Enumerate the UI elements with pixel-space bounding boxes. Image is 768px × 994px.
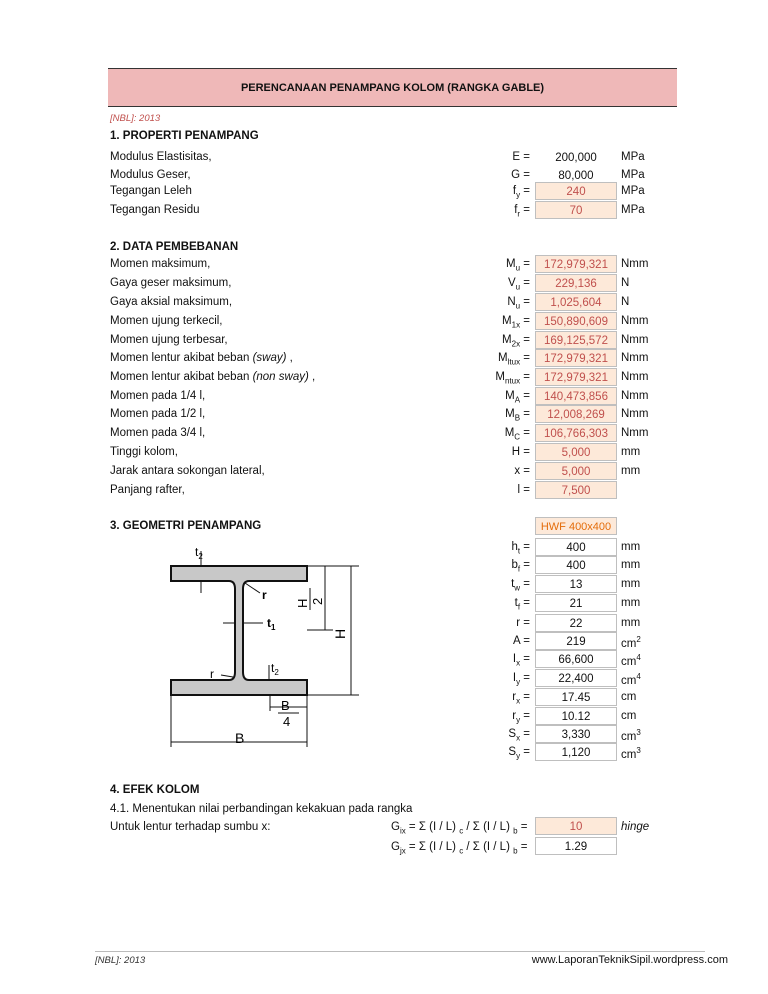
svg-text:H: H [332,628,348,639]
row-unit: mm [621,617,641,629]
row-label: Modulus Elastisitas, [110,151,212,163]
row-unit: $cm^3$ [621,728,641,743]
input-cell[interactable]: 70 [535,201,617,219]
row-unit: $cm^4$ [621,672,641,687]
formula-gjx: $G_{jx} = \Sigma$ (I / L) $_c$ / Σ (I / L) $_b$ = [391,841,528,856]
row-unit: Nmm [621,258,649,270]
row-unit: MPa [621,185,645,197]
row-unit: Nmm [621,315,649,327]
row-symbol: $M_{ltux}$ = [498,352,530,367]
dim-label-h-half [295,588,325,610]
row-symbol: $M_{2x}$ = [502,334,530,349]
row-symbol: $h_t$ = [511,541,530,556]
row-unit: Nmm [621,408,649,420]
section-heading-4: 4. EFEK KOLOM [110,784,200,796]
input-cell[interactable]: 106,766,303 [535,424,617,442]
input-cell[interactable]: 172,979,321 [535,255,617,273]
reference-tag: [NBL]: 2013 [110,113,161,124]
input-cell[interactable]: 172,979,321 [535,368,617,386]
row-symbol: $I_x$ = [512,653,530,668]
footer-divider [95,951,705,952]
input-cell[interactable]: 10 [535,817,617,835]
dim-line [245,583,260,593]
row-label: Momen pada 1/4 l, [110,390,206,402]
row-symbol: $f_y$ = [512,185,530,200]
output-cell: 13 [535,575,617,593]
row-label: Momen pada 1/2 l, [110,408,206,420]
row-label: Panjang rafter, [110,484,185,496]
row-label: Gaya geser maksimum, [110,277,232,289]
dim-label-t2-top: $t_2$ [195,545,203,561]
i-beam-cross-section-diagram [155,545,370,750]
row-symbol: $I_y$ = [512,672,530,687]
section-name-badge[interactable]: HWF 400x400 [535,517,617,535]
i-beam-profile [171,566,307,695]
input-cell[interactable]: 169,125,572 [535,331,617,349]
input-cell[interactable]: 5,000 [535,462,617,480]
input-cell[interactable]: 12,008,269 [535,405,617,423]
row-label: Tinggi kolom, [110,446,178,458]
row-unit: N [621,296,630,308]
row-symbol: $S_x$ = [508,728,530,743]
output-cell: 400 [535,556,617,574]
row-symbol: $M_B$ = [505,408,530,423]
row-symbol: H = [511,446,530,458]
input-cell[interactable]: 240 [535,182,617,200]
dim-label-t2-bottom: $t_2$ [271,661,279,677]
row-unit: Nmm [621,371,649,383]
svg-text:B: B [281,698,290,713]
row-label: Gaya aksial maksimum, [110,296,233,308]
row-symbol: $N_u$ = [507,296,530,311]
svg-text:2: 2 [310,597,325,605]
dim-line [221,675,233,677]
row-label: Momen lentur akibat beban (sway) , [110,352,293,364]
row-label: Momen lentur akibat beban (non sway) , [110,371,316,383]
dim-label-r-bottom: r [210,667,214,681]
row-label: Jarak antara sokongan lateral, [110,465,265,477]
row-label: Momen ujung terbesar, [110,334,228,346]
output-cell: 17.45 [535,688,617,706]
subsection-heading: 4.1. Menentukan nilai perbandingan kekakuan pada rangka [110,803,413,815]
output-cell: 219 [535,632,617,650]
row-label: Tegangan Leleh [110,185,192,197]
row-unit: MPa [621,204,645,216]
row-unit: MPa [621,169,645,181]
row-symbol: A = [513,635,530,647]
row-value: 80,000 [558,170,594,182]
row-unit: cm [621,691,637,703]
row-symbol: $V_u$ = [507,277,530,292]
row-symbol: r = [516,617,530,629]
output-cell: 1.29 [535,837,617,855]
output-cell: 22 [535,614,617,632]
row-symbol: $r_x$ = [512,691,530,706]
row-symbol: $b_f$ = [511,559,530,574]
row-unit: mm [621,559,641,571]
svg-text:4: 4 [283,714,291,729]
row-unit: mm [621,465,641,477]
row-symbol: E = [512,151,530,163]
row-symbol: $M_C$ = [504,427,530,442]
row-label: Momen maksimum, [110,258,211,270]
dim-label-h-full [332,629,348,639]
section-heading-3: 3. GEOMETRI PENAMPANG [110,520,262,532]
input-cell[interactable]: 5,000 [535,443,617,461]
row-label: Tegangan Residu [110,204,200,216]
formula-gix: $G_{ix} = \Sigma$ (I / L) $_c$ / Σ (I / L) $_b$ = [391,821,528,836]
row-symbol: $t_w$ = [511,578,530,593]
output-cell: 1,120 [535,743,617,761]
footer-website-link[interactable]: www.LaporanTeknikSipil.wordpress.com [531,954,728,966]
row-label: Modulus Geser, [110,169,191,181]
output-cell: 21 [535,594,617,612]
row-symbol: x = [514,465,530,477]
section-heading-2: 2. DATA PEMBEBANAN [110,241,239,253]
row-unit: cm [621,710,637,722]
row-unit: N [621,277,630,289]
row-unit: $cm^4$ [621,653,641,668]
input-cell[interactable]: 150,890,609 [535,312,617,330]
row-symbol: $S_y$ = [508,746,530,761]
row-symbol: $f_r$ = [514,204,530,219]
row-symbol: $M_{ntux}$ = [495,371,530,386]
dim-label-t1: $t_1$ [267,616,276,632]
row-symbol: $M_u$ = [506,258,530,273]
output-cell: 66,600 [535,650,617,668]
input-cell[interactable]: 140,473,856 [535,387,617,405]
row-note: hinge [621,821,650,833]
row-label: Untuk lentur terhadap sumbu x: [110,821,271,833]
row-symbol: $M_{1x}$ = [502,315,530,330]
input-cell[interactable]: 229,136 [535,274,617,292]
input-cell[interactable]: 7,500 [535,481,617,499]
row-unit: Nmm [621,334,649,346]
section-heading-1: 1. PROPERTI PENAMPANG [110,130,259,142]
output-cell: 3,330 [535,725,617,743]
row-unit: mm [621,446,641,458]
row-label: Momen ujung terkecil, [110,315,223,327]
row-unit: mm [621,578,641,590]
row-symbol: l = [517,484,530,496]
row-unit: $cm^3$ [621,746,641,761]
row-unit: Nmm [621,352,649,364]
output-cell: 22,400 [535,669,617,687]
output-cell: 400 [535,538,617,556]
page-title: PERENCANAAN PENAMPANG KOLOM (RANGKA GABLE) [108,68,677,107]
row-unit: MPa [621,151,645,163]
row-symbol: $t_f$ = [514,597,530,612]
footer-reference: [NBL]: 2013 [95,955,146,966]
row-symbol: $r_y$ = [512,710,530,725]
row-value: 200,000 [555,152,597,164]
row-unit: Nmm [621,390,649,402]
row-unit: mm [621,597,641,609]
row-unit: $cm^2$ [621,635,641,650]
dim-label-b-quarter [278,698,299,729]
output-cell: 10.12 [535,707,617,725]
row-unit: Nmm [621,427,649,439]
input-cell[interactable]: 1,025,604 [535,293,617,311]
row-symbol: $M_A$ = [505,390,530,405]
row-label: Momen pada 3/4 l, [110,427,206,439]
input-cell[interactable]: 172,979,321 [535,349,617,367]
dim-label-r-top: r [262,588,267,602]
dim-label-b-full: B [235,730,245,746]
row-symbol: G = [511,169,530,181]
svg-text:H: H [295,598,310,608]
row-unit: mm [621,541,641,553]
